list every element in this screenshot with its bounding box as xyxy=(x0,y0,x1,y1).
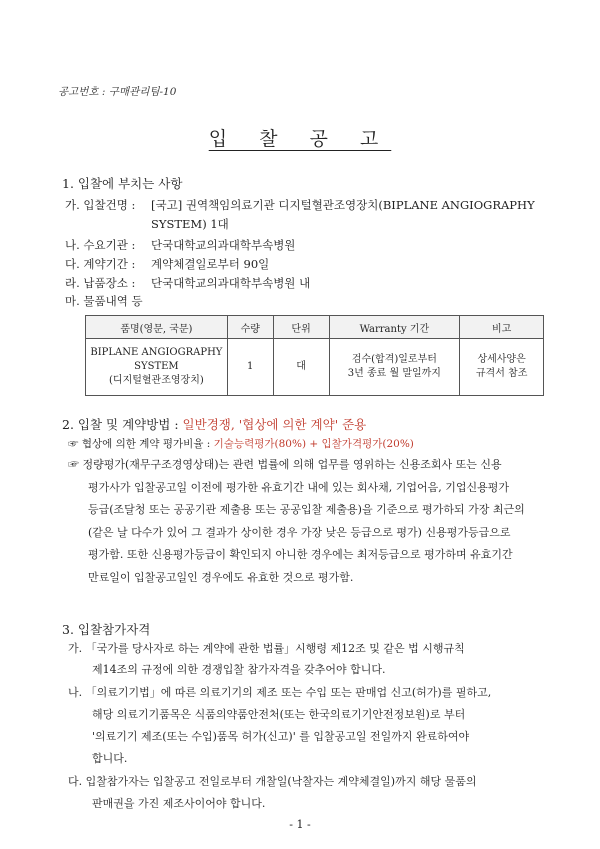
qualification-da-line: 다. 입찰참가자는 입찰공고 전일로부터 개찰일(낙찰자는 계약체결일)까지 해당 물품의 xyxy=(68,775,477,788)
page-number: - 1 - xyxy=(289,818,311,831)
notice-number: 공고번호 : 구매관리팀-10 xyxy=(58,86,177,98)
section-2-heading-text: 2. 입찰 및 계약방법 : xyxy=(62,417,179,432)
item-value-period: 계약체결일로부터 90일 xyxy=(151,257,270,271)
item-value-place: 단국대학교의과대학부속병원 내 xyxy=(151,276,311,290)
eval-para-line: 만료일이 입찰공고일인 경우에도 유효한 것으로 평가함. xyxy=(88,571,354,584)
qualification-ga-line: 가. 「국가를 당사자로 하는 계약에 관한 법률」시행령 제12조 및 같은 법 시행규칙 xyxy=(68,642,465,655)
eval-para-line: 평가함. 또한 신용평가등급이 확인되지 아니한 경우에는 최저등급으로 평가하며 유효기간 xyxy=(88,548,513,561)
eval-ratio-label: ☞ 협상에 의한 계약 평가비율 : xyxy=(68,438,211,450)
table-header-row xyxy=(86,316,544,339)
table-header: 수량 xyxy=(227,316,273,339)
table-header: 비고 xyxy=(460,316,544,339)
eval-ratio-value: 기술능력평가(80%) + 입찰가격평가(20%) xyxy=(213,438,414,450)
item-label-goods: 마. 물품내역 등 xyxy=(65,294,143,308)
eval-para-line: (같은 날 다수가 있어 그 결과가 상이한 경우 가장 낮은 등급으로 평가) 신용평가등급으로 xyxy=(88,526,511,539)
qualification-na-line: '의료기기 제조(또는 수입)품목 허가(신고)' 를 입찰공고일 전일까지 완료하여야 xyxy=(92,730,470,743)
eval-para-line: 평가사가 입찰공고일 이전에 평가한 유효기간 내에 있는 회사채, 기업어음, 기업신용평가 xyxy=(88,481,509,494)
cell-remark xyxy=(460,339,544,396)
cell-product-name xyxy=(86,339,228,396)
eval-para-line: 등급(조달청 또는 공공기관 제출용 또는 공공입찰 제출용)을 기준으로 평가하되 가장 최근의 xyxy=(88,503,525,516)
qualification-na-line: 나. 「의료기기법」에 따른 의료기기의 제조 또는 수입 또는 판매업 신고(허가)를 필하고, xyxy=(68,686,492,699)
item-label-org: 나. 수요기관 : xyxy=(65,238,136,252)
cell-warranty xyxy=(329,339,460,396)
section-1-heading: 1. 입찰에 부치는 사항 xyxy=(62,176,183,191)
qualification-na-line: 해당 의료기기품목은 식품의약품안전처(또는 한국의료기기안전정보원)로 부터 xyxy=(92,708,466,721)
item-value-org: 단국대학교의과대학부속병원 xyxy=(151,238,296,252)
eval-ratio xyxy=(68,436,414,451)
table-header: 품명(영문, 국문) xyxy=(86,316,228,339)
item-value-name-cont: SYSTEM) 1대 xyxy=(151,217,229,231)
remark-line: 규격서 참조 xyxy=(475,368,528,379)
qualification-ga-line: 제14조의 규정에 의한 경쟁입찰 참가자격을 갖추어야 합니다. xyxy=(92,663,386,676)
item-label-place: 라. 납품장소 : xyxy=(65,276,136,290)
product-name-line: BIPLANE ANGIOGRAPHY xyxy=(90,347,223,358)
remark-line: 상세사양은 xyxy=(477,354,526,365)
table-header: 단위 xyxy=(273,316,329,339)
page-title: 입 찰 공 고 xyxy=(208,128,392,150)
eval-para-line: ☞ 정량평가(재무구조경영상태)는 관련 법률에 의해 업무를 영위하는 신용조회사 또는 신용 xyxy=(68,458,502,471)
table-row xyxy=(86,339,544,396)
product-name-line: (디지털혈관조영장치) xyxy=(109,375,204,386)
section-2-heading xyxy=(62,415,366,433)
section-3-heading: 3. 입찰참가자격 xyxy=(62,622,151,637)
warranty-line: 3년 종료 월 말일까지 xyxy=(347,368,441,379)
item-label-name: 가. 입찰건명 : xyxy=(65,198,136,212)
section-2-method: 일반경쟁, '협상에 의한 계약' 준용 xyxy=(182,417,367,432)
qualification-da-line: 판매권을 가진 제조사이어야 합니다. xyxy=(92,797,266,810)
product-name-line: SYSTEM xyxy=(134,361,179,372)
table-header: Warranty 기간 xyxy=(329,316,460,339)
qualification-na-line: 합니다. xyxy=(92,752,128,765)
goods-table xyxy=(85,315,544,396)
item-label-period: 다. 계약기간 : xyxy=(65,257,136,271)
warranty-line: 검수(합격)일로부터 xyxy=(351,354,437,365)
cell-unit: 대 xyxy=(273,339,329,396)
item-value-name: [국고] 권역책임의료기관 디지털혈관조영장치(BIPLANE ANGIOGRAPHY xyxy=(151,198,535,212)
cell-qty: 1 xyxy=(227,339,273,396)
